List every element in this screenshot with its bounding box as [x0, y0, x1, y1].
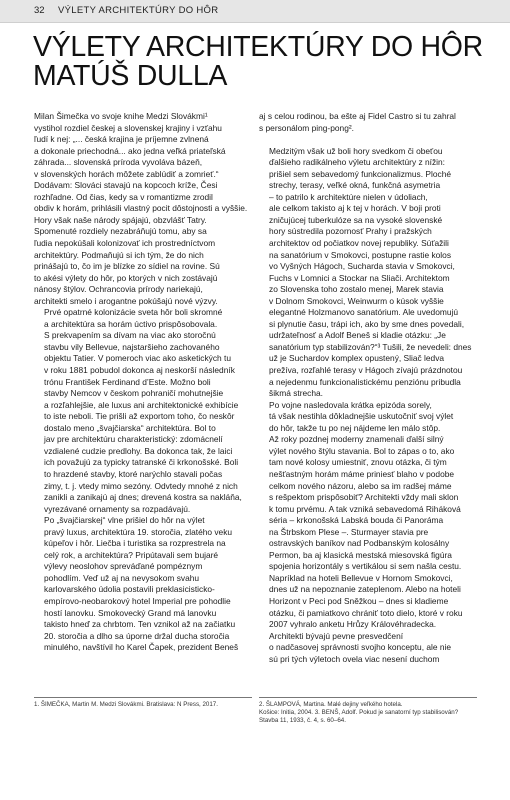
- text-line: kúpeľov i hôr. Liečba i turistika sa rozprestrela na: [44, 538, 226, 549]
- text-line: Napríklad na hoteli Bellevue v Hornom Smokovci,: [269, 572, 453, 583]
- text-line: na sanatórium v Smokovci, postupne rastie kolos: [269, 249, 452, 260]
- text-line: na Štrbskom Plese –. Sturmayer stavia pre: [269, 526, 429, 537]
- text-line: o nadčasovej správnosti svojho konceptu, ale nie: [269, 642, 452, 653]
- text-line: Fuchs v Lomnici a Stockar na Sliači. Architektom: [269, 272, 450, 283]
- text-line: 20. storočia a dlho sa úporne držal ducha storočia: [44, 630, 230, 641]
- text-line: v slovenských horách môžete zablúdiť a zomrieť.“: [34, 168, 219, 179]
- text-line: Až roky pozdnej moderny znamenali ďalší silný: [269, 434, 444, 445]
- text-line: karlovarského údolia postavili preklasicisticko-: [44, 584, 215, 595]
- text-line: Dodávam: Slováci stavajú na kopcoch kríže, Česi: [34, 180, 218, 191]
- text-line: spojenia horizontály s vertikálou si sem našla cestu.: [269, 561, 462, 572]
- text-line: a architektúra sa horám úctivo prispôsobovala.: [44, 318, 218, 329]
- text-line: Po vojne nasledovala krátka epizóda sorely,: [269, 399, 432, 410]
- text-line: a nejedenmu funkcionalistickému penziónu pribudla: [269, 376, 461, 387]
- text-line: vystihol rozdiel českej a slovenskej krajiny i vzťahu: [34, 122, 222, 133]
- text-line: pohodlím. Veď už aj na nevysokom svahu: [44, 572, 200, 583]
- text-line: do hôr, takže tu po nej nájdeme len málo stôp.: [269, 422, 441, 433]
- footnote-rule-left: [34, 697, 252, 698]
- text-line: Architekti bývajú pevne presvedčení: [269, 630, 404, 641]
- footnote-rule-right: [259, 697, 477, 698]
- running-header: [0, 0, 510, 23]
- text-line: dnes už na nepoznanie zateplenom. Alebo na hoteli: [269, 584, 461, 595]
- text-line: minulého, navštívil ho Karel Čapek, prezident Beneš: [44, 642, 239, 653]
- text-line: séria – krkonošská Labská bouda či Panoráma: [269, 515, 444, 526]
- text-line: tam nové kolosy umiestniť, znovu otázka, či tým: [269, 457, 447, 468]
- text-line: aj s celou rodinou, ba ešte aj Fidel Castro si tu zahral: [259, 111, 456, 121]
- footnote-line: Stavba 11, 1933, č. 4, s. 60–64.: [259, 717, 346, 724]
- article-title: [33, 33, 483, 91]
- text-line: stavbu vily Bellevue, najstaršieho zachovaného: [44, 341, 220, 352]
- text-line: obdiv k horám, prihlásili vlastný pocit dôstojnosti a vyššie.: [34, 203, 248, 214]
- article-author-line: MATÚŠ DULLA: [33, 60, 228, 92]
- footnote-line: 2. ŠLAMPOVÁ, Martina. Malé dejiny veľkého hotela.: [259, 701, 403, 708]
- text-line: Po „švajčiarskej“ vlne prišiel do hôr na výlet: [44, 515, 205, 526]
- paragraph: [259, 631, 477, 666]
- text-line: prežíva, rozľahlé terasy v Hágoch zívajú prázdnotou: [269, 365, 463, 376]
- paragraph: [34, 111, 252, 307]
- text-line: ľudia nepokúšali kolonizovať ich prostredníctvom: [34, 238, 216, 249]
- text-line: Prvé opatrné kolonizácie sveta hôr boli skromné: [44, 307, 223, 318]
- text-line: k tomu prvému. A tak vzniká sebavedomá Riháková: [269, 503, 461, 514]
- text-line: zimy, t. j. vtedy mimo sezóny. Odvtedy mnohé z nich: [44, 480, 238, 491]
- paragraph: [259, 146, 477, 400]
- text-line: sú pri tých výletoch ovela viac nesení duchom: [269, 653, 440, 664]
- text-line: takisto hneď za chrbtom. Ten vznikol až na začiatku: [44, 619, 236, 630]
- text-line: dostalo meno „švajčiarska“ architektúra. Bol to: [44, 422, 216, 433]
- paragraph: [259, 111, 477, 146]
- text-line: s rešpektom prispôsobiť? Architekti vždy mali sklon: [269, 492, 459, 503]
- left-text-column: [34, 111, 252, 654]
- text-line: stavby Nemcov v českom pohraničí mohutnejšie: [44, 388, 224, 399]
- text-line: empírovo-neobarokový hotel Imperial pre pohodlie: [44, 595, 231, 606]
- text-line: to iste neboli. Tie prišli až exportom toho, čo neskôr: [44, 411, 235, 422]
- text-line: a dokonale priechodná... ako jedna veľká priateľská: [34, 145, 226, 156]
- footnotes-right: [259, 701, 484, 725]
- text-line: nánosy štýlov. Ochrancovia prírody nariekajú,: [34, 284, 203, 295]
- text-line: [259, 134, 477, 146]
- text-line: ich považujú za typicky tatranské či krkonošské. Boli: [44, 457, 239, 468]
- text-line: vyrezávané ornamenty sa rozpadávajú.: [44, 503, 191, 514]
- text-line: hostí lanovku. Smokovecký Grand má lanovku: [44, 607, 217, 618]
- text-line: zničujúcej tuberkulóze sa na vysoké slovenské: [269, 214, 443, 225]
- text-line: vo Vyšných Hágoch, Sucharda stavia v Smokovci,: [269, 261, 455, 272]
- text-line: šikmá strecha.: [269, 388, 323, 399]
- text-line: elegantné Holzmanovo sanatórium. Ale uvedomujú: [269, 307, 459, 318]
- text-line: to hrazdené stavby, ktoré narýchlo stavali počas: [44, 468, 223, 479]
- text-line: s personálom ping-pong².: [259, 122, 354, 133]
- text-line: celkom nového názoru, alebo sa im radšej máme: [269, 480, 452, 491]
- text-line: S prekvapením sa dívam na viac ako storočnú: [44, 330, 216, 341]
- page-number: 32: [34, 5, 45, 16]
- text-line: ľudí k nej: „... česká krajina je príjemne zvlnená: [34, 134, 209, 145]
- footnote-line: Košice: Initia, 2004. 3. BENŠ, Adolf. Pokud je sanatorní typ stabilisován?: [259, 709, 459, 716]
- text-line: architekti smelo i arogantne pokúšajú nové výzvy.: [34, 295, 218, 306]
- text-line: Spomenuté rozdiely nezabráňujú tomu, aby sa: [34, 226, 207, 237]
- article-title-line: VÝLETY ARCHITEKTÚRY DO HÔR: [33, 31, 483, 63]
- footnote-line: 1. ŠIMEČKA, Martin M. Medzi Slovákmi. Bratislava: N Press, 2017.: [34, 701, 218, 708]
- text-line: zanikli a zanikajú aj dnes; drevená kostra sa nakláňa,: [44, 492, 242, 503]
- text-line: ďalšieho radikálneho výletu architektúry z nížin:: [269, 157, 445, 168]
- right-text-column: [259, 111, 477, 665]
- text-line: a rozľahlejšie, ale luxus ani architektonické exhibície: [44, 399, 239, 410]
- text-line: ostravských baníkov nad Podbanským kolosálny: [269, 538, 450, 549]
- text-line: Medzitým však už boli hory svedkom či obeťou: [269, 145, 443, 156]
- text-line: záhrada... slovenská príroda vyvoláva bázeň,: [34, 157, 203, 168]
- text-line: prinášajú to, čo im je blízke zo sídiel na rovine. Sú: [34, 261, 220, 272]
- paragraph: [34, 515, 252, 654]
- running-head-title: VÝLETY ARCHITEKTÚRY DO HÔR: [58, 5, 219, 16]
- text-line: hory sústredila pozornosť Prahy i pražských: [269, 226, 432, 237]
- paragraph: [259, 400, 477, 631]
- paragraph: [34, 307, 252, 515]
- text-line: celý rok, a architektúra? Pripútavali sem bujaré: [44, 549, 219, 560]
- text-line: Milan Šimečka vo svoje knihe Medzi Slovákmi¹: [34, 111, 208, 121]
- text-line: pravý luxus, architektúra 19. storočia, zlatého veku: [44, 526, 233, 537]
- footnotes-left: [34, 701, 259, 709]
- text-line: architektov od počiatkov novej republiky. Súťažili: [269, 238, 449, 249]
- text-line: otázku, či pamiatkovo chrániť toto dielo, ktoré v roku: [269, 607, 463, 618]
- text-line: strechy, terasy, veľké okná, funkčná asymetria: [269, 180, 441, 191]
- text-line: trónu František Ferdinand d’Este. Možno boli: [44, 376, 211, 387]
- text-line: zo Slovenska toho zostalo menej, Marek stavia: [269, 284, 444, 295]
- text-line: v Dolnom Smokovci, Weinwurm o kúsok vyššie: [269, 295, 444, 306]
- text-line: Horizont v Peci pod Sněžkou – dnes si kladieme: [269, 595, 449, 606]
- text-line: rozhľadne. Od čias, kedy sa v romantizme zrodil: [34, 191, 213, 202]
- text-line: už je Suchardov komplex opustený, Sliač ledva: [269, 353, 445, 364]
- text-line: si plynutie času, trápi ich, ako by sme dnes povedali,: [269, 318, 465, 329]
- text-line: udržateľnosť a Adolf Beneš si kladie otázku: „Je: [269, 330, 446, 341]
- text-line: architektúry. Podmaňujú si ich tým, že do nich: [34, 249, 204, 260]
- text-line: výlet nového štýlu stavania. Bol to zápas o to, ako: [269, 445, 455, 456]
- text-line: v roku 1881 pobudol dokonca aj neskorší následník: [44, 365, 235, 376]
- text-line: ale celkom takisto aj k tej v horách. V boji proti: [269, 203, 441, 214]
- text-line: objektu Tatier. V pomeroch viac ako asketických tu: [44, 353, 231, 364]
- text-line: tá však nestihla dôkladnejšie uskutočniť svoj výlet: [269, 411, 454, 422]
- text-line: výlevy neoslohov spreváďané pompéznym: [44, 561, 203, 572]
- text-line: vzdialené cudzie predlohy. Ba dokonca tak, že laici: [44, 445, 233, 456]
- text-line: Permon, ba aj klasická mestská miesovská figúra: [269, 549, 452, 560]
- text-line: Hory však naše národy spájajú, obzvlášť Tatry.: [34, 214, 207, 225]
- text-line: nešťastným horám máme priniesť blaho v podobe: [269, 468, 455, 479]
- text-line: sanatórium typ stabilizován?“³ Tušili, že nevedeli: dnes: [269, 341, 472, 352]
- text-line: to akési výlety do hôr, po ktorých v nich zostávajú: [34, 272, 218, 283]
- text-line: jav pre architektúru charakteristický: zdomácnelí: [44, 434, 223, 445]
- text-line: prišiel sem sebavedomý funkcionalizmus. Ploché: [269, 168, 452, 179]
- text-line: 2007 vyhralo anketu Hrůzy Královéhradecka.: [269, 619, 437, 630]
- text-line: – to patrilo k architektúre nielen v údoliach,: [269, 191, 428, 202]
